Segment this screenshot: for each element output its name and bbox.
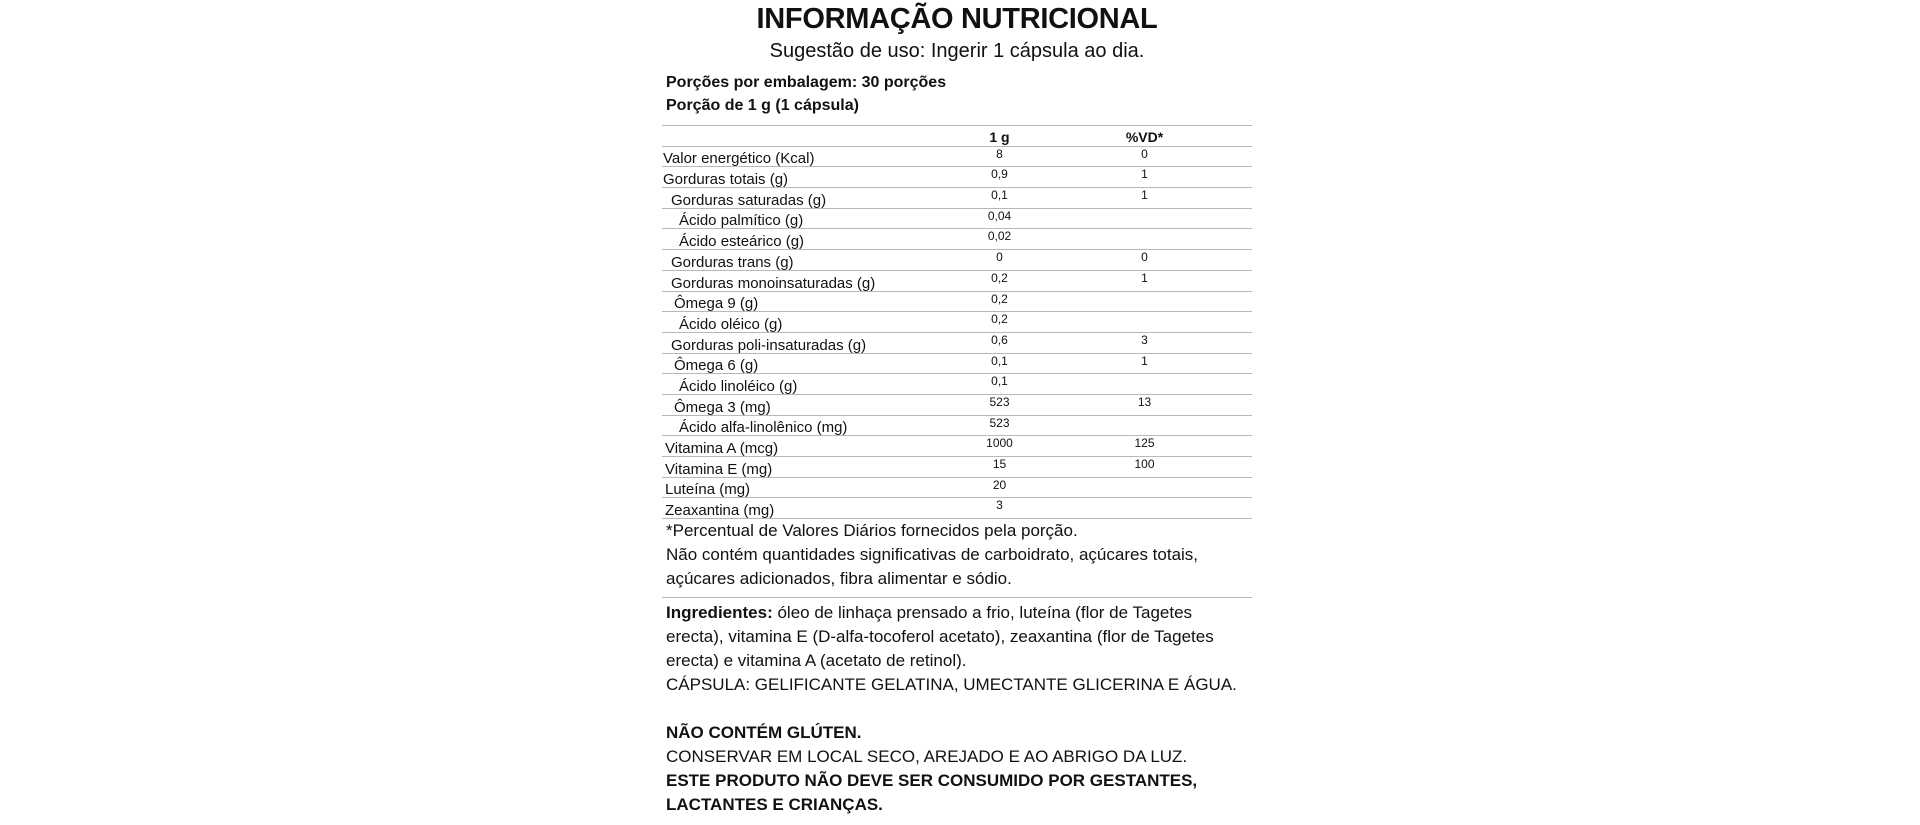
- table-row: [662, 270, 1252, 291]
- nutrition-label: [662, 0, 1252, 817]
- nutrient-name: Gorduras monoinsaturadas (g): [662, 270, 962, 291]
- nutrient-name: Zeaxantina (mg): [662, 498, 962, 519]
- header-amount: 1 g: [962, 126, 1037, 147]
- label-title: INFORMAÇÃO NUTRICIONAL: [756, 3, 1158, 35]
- nutrient-daily-value: [1037, 477, 1252, 498]
- nutrient-daily-value: 0: [1037, 250, 1252, 271]
- nutrient-name: Ômega 3 (mg): [662, 394, 962, 415]
- gluten-warning: NÃO CONTÉM GLÚTEN.: [666, 723, 862, 743]
- consumption-warning: ESTE PRODUTO NÃO DEVE SER CONSUMIDO POR GESTANTES, LACTANTES E CRIANÇAS.: [666, 771, 1198, 815]
- table-row: [662, 208, 1252, 229]
- nutrient-amount: 0,1: [962, 188, 1037, 209]
- nutrient-name: Vitamina A (mcg): [662, 436, 962, 457]
- nutrient-daily-value: 1: [1037, 270, 1252, 291]
- nutrient-amount: 20: [962, 477, 1037, 498]
- ingredients-paragraph: [666, 601, 1252, 673]
- portion-size: Porção de 1 g (1 cápsula): [666, 97, 859, 114]
- table-row: [662, 250, 1252, 271]
- nutrient-name: Gorduras saturadas (g): [662, 188, 962, 209]
- nutrient-daily-value: [1037, 229, 1252, 250]
- nutrient-name: Gorduras trans (g): [662, 250, 962, 271]
- table-row: [662, 312, 1252, 333]
- nutrient-daily-value: 3: [1037, 332, 1252, 353]
- nutrient-amount: 0,1: [962, 353, 1037, 374]
- nutrient-amount: 0,2: [962, 312, 1037, 333]
- nutrient-name: Ômega 9 (g): [662, 291, 962, 312]
- ingredients-text: óleo de linhaça prensado a frio, luteína (flor de Tagetes erecta), vitamina E (D-alfa-tocoferol acetato), zeaxantina (flor de Tagetes erecta) e vitamina A (acetato de retinol).: [666, 603, 1214, 671]
- not-significant-note: Não contém quantidades significativas de carboidrato, açúcares totais, açúcares adicionados, fibra alimentar e sódio.: [666, 545, 1199, 589]
- nutrient-amount: 523: [962, 394, 1037, 415]
- storage-instructions: CONSERVAR EM LOCAL SECO, AREJADO E AO ABRIGO DA LUZ.: [666, 747, 1188, 767]
- nutrient-name: Vitamina E (mg): [662, 457, 962, 478]
- nutrient-amount: 15: [962, 457, 1037, 478]
- nutrient-name: Luteína (mg): [662, 477, 962, 498]
- nutrient-name: Ácido alfa-linolênico (mg): [662, 415, 962, 436]
- table-body: [662, 146, 1252, 518]
- capsule-composition: CÁPSULA: GELIFICANTE GELATINA, UMECTANTE GLICERINA E ÁGUA.: [666, 675, 1237, 695]
- ingredients-section: [662, 601, 1252, 817]
- table-row: [662, 188, 1252, 209]
- nutrient-daily-value: [1037, 208, 1252, 229]
- daily-value-note: *Percentual de Valores Diários fornecidos pela porção.: [666, 521, 1078, 541]
- table-row: [662, 146, 1252, 167]
- table-row: [662, 415, 1252, 436]
- nutrient-amount: 0,2: [962, 270, 1037, 291]
- nutrient-daily-value: 1: [1037, 167, 1252, 188]
- nutrition-table: [662, 125, 1252, 519]
- nutrient-amount: 3: [962, 498, 1037, 519]
- nutrient-daily-value: 0: [1037, 146, 1252, 167]
- nutrient-daily-value: [1037, 291, 1252, 312]
- nutrient-daily-value: 13: [1037, 394, 1252, 415]
- header-daily-value: %VD*: [1037, 126, 1252, 147]
- table-row: [662, 457, 1252, 478]
- nutrient-name: Gorduras totais (g): [662, 167, 962, 188]
- nutrient-amount: 0,2: [962, 291, 1037, 312]
- nutrient-amount: 523: [962, 415, 1037, 436]
- table-row: [662, 477, 1252, 498]
- table-row: [662, 291, 1252, 312]
- servings-per-package: Porções por embalagem: 30 porções: [666, 74, 947, 91]
- nutrient-amount: 0: [962, 250, 1037, 271]
- nutrient-daily-value: 100: [1037, 457, 1252, 478]
- table-row: [662, 394, 1252, 415]
- nutrient-daily-value: [1037, 415, 1252, 436]
- table-header-row: [662, 126, 1252, 147]
- table-row: [662, 498, 1252, 519]
- nutrient-name: Gorduras poli-insaturadas (g): [662, 332, 962, 353]
- ingredients-label: Ingredientes:: [666, 603, 773, 623]
- table-row: [662, 436, 1252, 457]
- table-row: [662, 332, 1252, 353]
- nutrient-amount: 0,02: [962, 229, 1037, 250]
- nutrient-daily-value: 125: [1037, 436, 1252, 457]
- nutrient-amount: 0,04: [962, 208, 1037, 229]
- table-row: [662, 167, 1252, 188]
- nutrient-amount: 0,6: [962, 332, 1037, 353]
- nutrient-daily-value: 1: [1037, 188, 1252, 209]
- nutrient-amount: 0,9: [962, 167, 1037, 188]
- nutrient-name: Ácido oléico (g): [662, 312, 962, 333]
- nutrient-amount: 1000: [962, 436, 1037, 457]
- nutrient-name: Ácido esteárico (g): [662, 229, 962, 250]
- usage-suggestion: Sugestão de uso: Ingerir 1 cápsula ao dia.: [769, 40, 1145, 62]
- nutrient-amount: 0,1: [962, 374, 1037, 395]
- header-nutrient: [662, 126, 962, 147]
- section-divider: [662, 597, 1252, 598]
- table-row: [662, 353, 1252, 374]
- nutrient-name: Valor energético (Kcal): [662, 146, 962, 167]
- nutrient-daily-value: 1: [1037, 353, 1252, 374]
- nutrient-name: Ômega 6 (g): [662, 353, 962, 374]
- nutrient-name: Ácido palmítico (g): [662, 208, 962, 229]
- nutrient-amount: 8: [962, 146, 1037, 167]
- table-row: [662, 229, 1252, 250]
- nutrient-daily-value: [1037, 498, 1252, 519]
- nutrient-daily-value: [1037, 374, 1252, 395]
- footnotes: [662, 519, 1252, 591]
- nutrient-daily-value: [1037, 312, 1252, 333]
- table-row: [662, 374, 1252, 395]
- nutrient-name: Ácido linoléico (g): [662, 374, 962, 395]
